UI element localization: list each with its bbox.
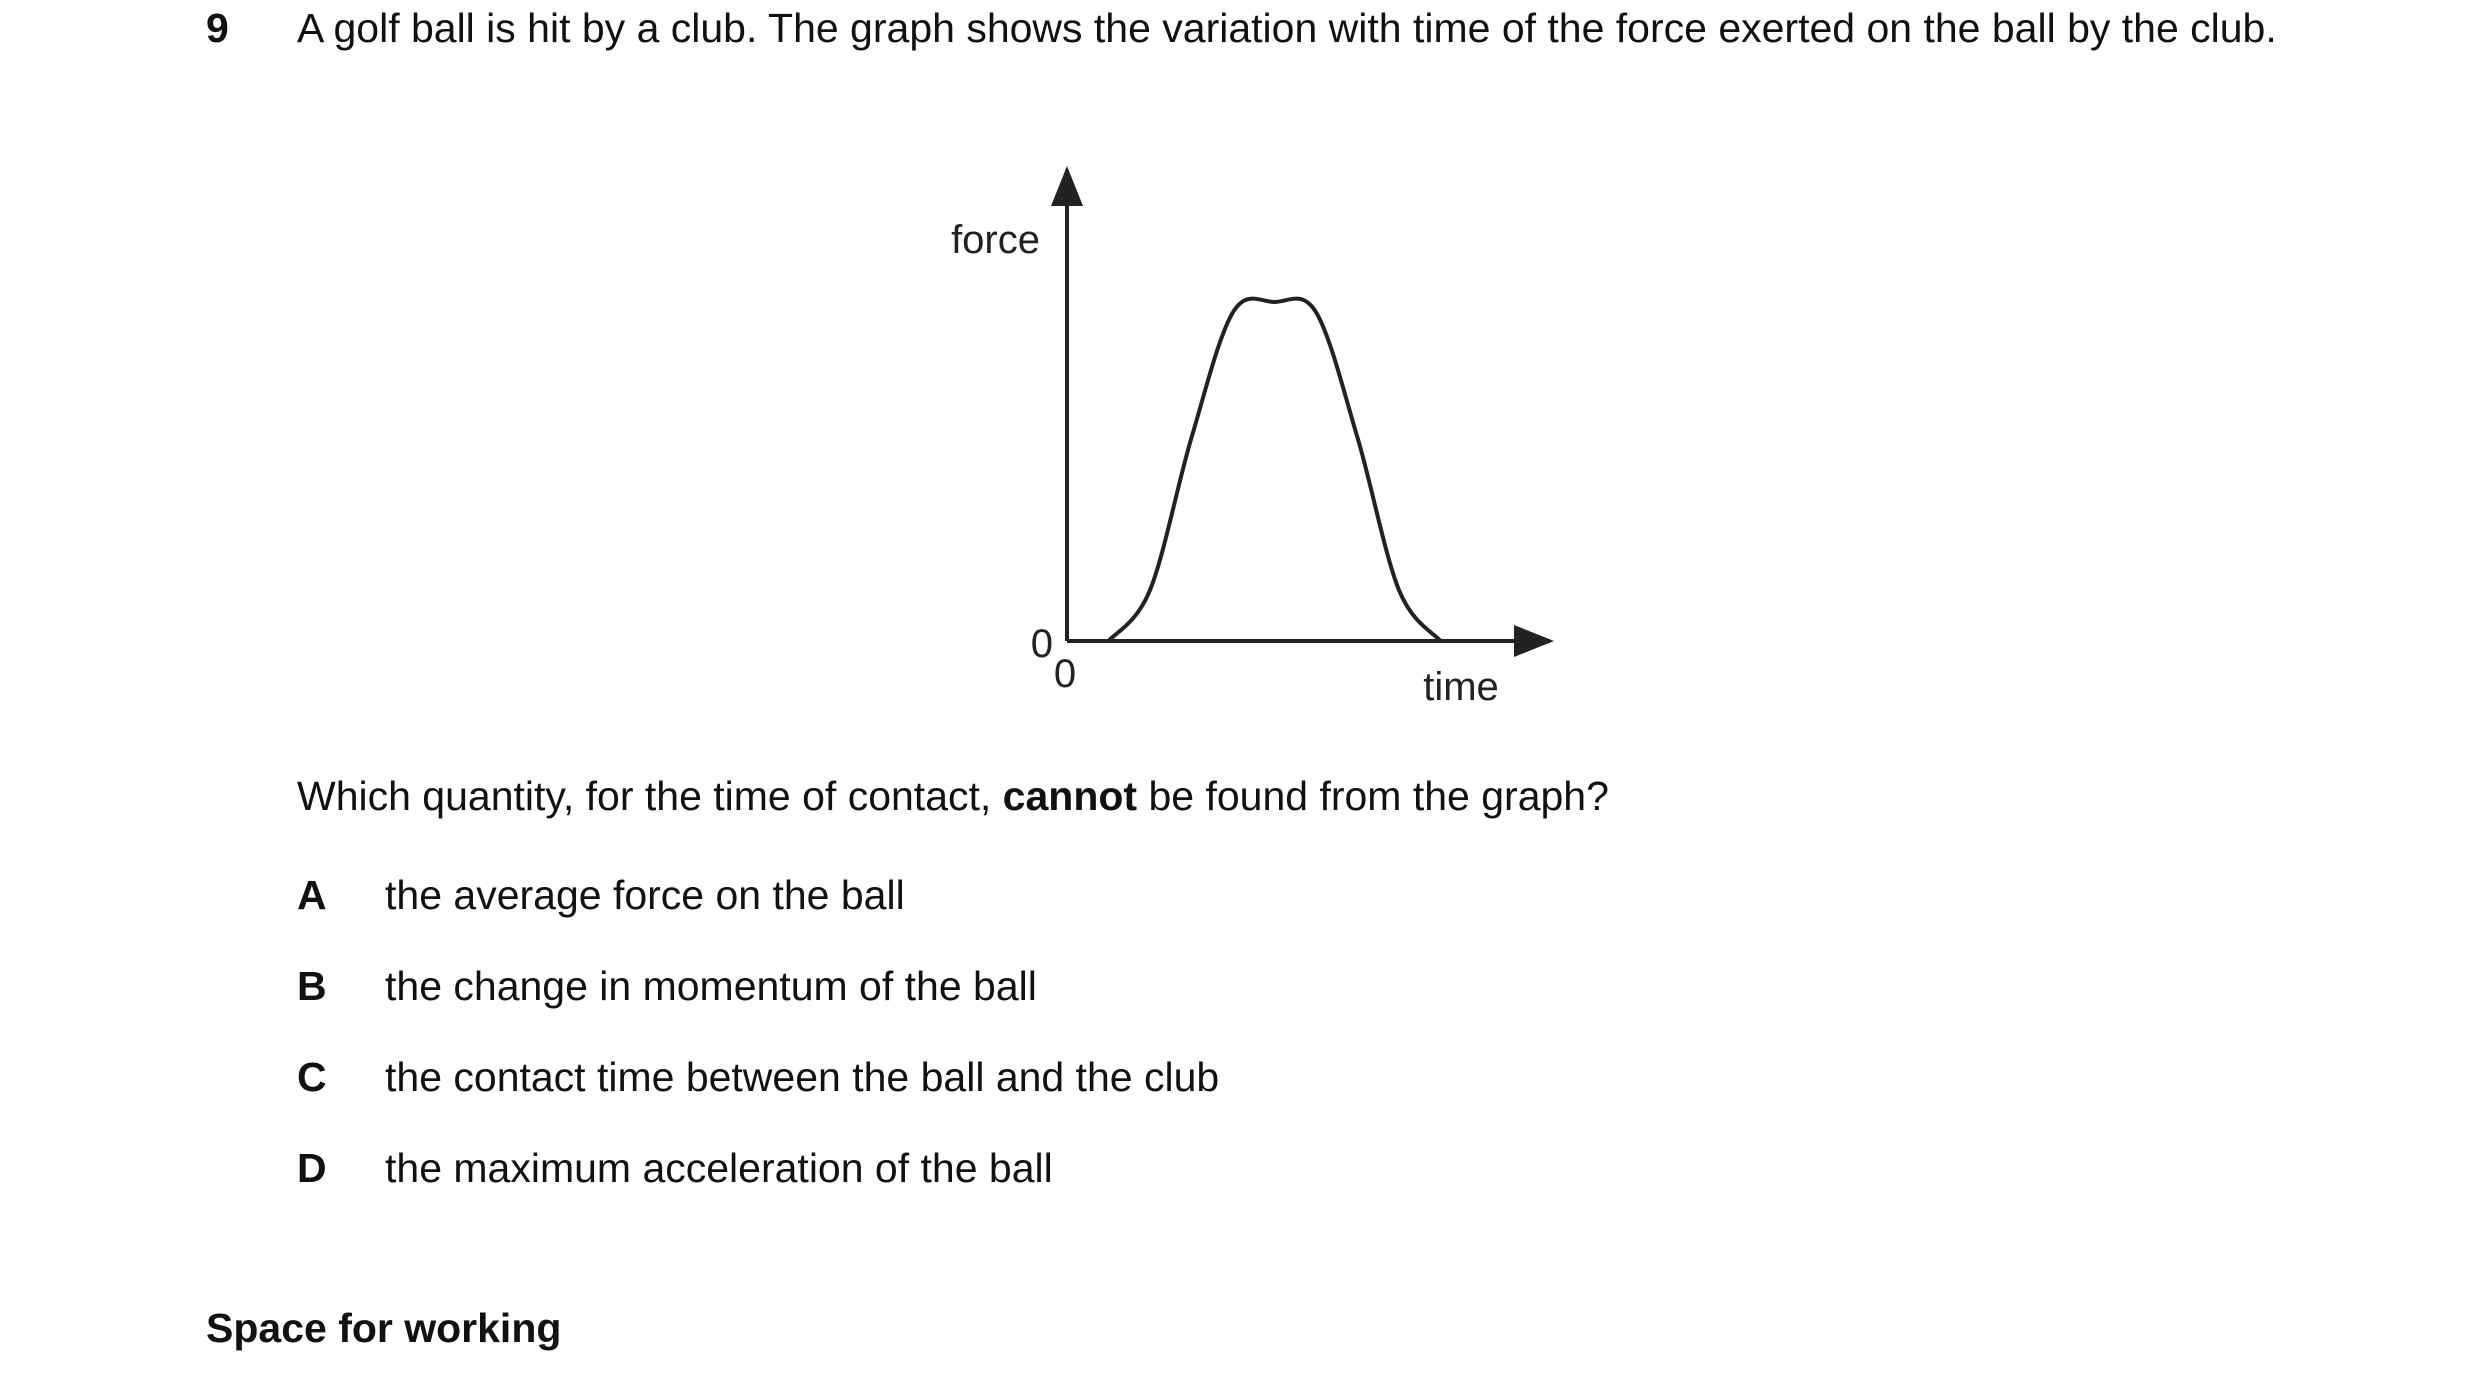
- question-stem: A golf ball is hit by a club. The graph shows the variation with time of the force exerted on the ball by the club.: [297, 5, 2277, 51]
- option-text: the contact time between the ball and the club: [385, 1054, 1220, 1100]
- question-number: 9: [206, 5, 229, 51]
- x-origin-label: 0: [1053, 652, 1077, 696]
- option-text: the change in momentum of the ball: [385, 963, 1037, 1009]
- prompt-end: be found from the graph?: [1137, 773, 1609, 819]
- option-text: the average force on the ball: [385, 872, 905, 918]
- y-axis-label: force: [951, 218, 1040, 262]
- x-axis-label: time: [1423, 665, 1499, 709]
- question-prompt: [297, 770, 1609, 822]
- working-space-label: Space for working: [206, 1305, 562, 1351]
- option-letter: B: [297, 963, 327, 1009]
- option-letter: D: [297, 1145, 327, 1191]
- option-letter: C: [297, 1054, 327, 1100]
- option-text: the maximum acceleration of the ball: [385, 1145, 1053, 1191]
- force-curve: [1109, 299, 1441, 641]
- prompt-start: Which quantity, for the time of contact,: [297, 773, 1003, 819]
- prompt-emphasis: cannot: [1002, 773, 1138, 819]
- y-origin-label: 0: [1030, 622, 1053, 666]
- option-letter: A: [297, 872, 327, 918]
